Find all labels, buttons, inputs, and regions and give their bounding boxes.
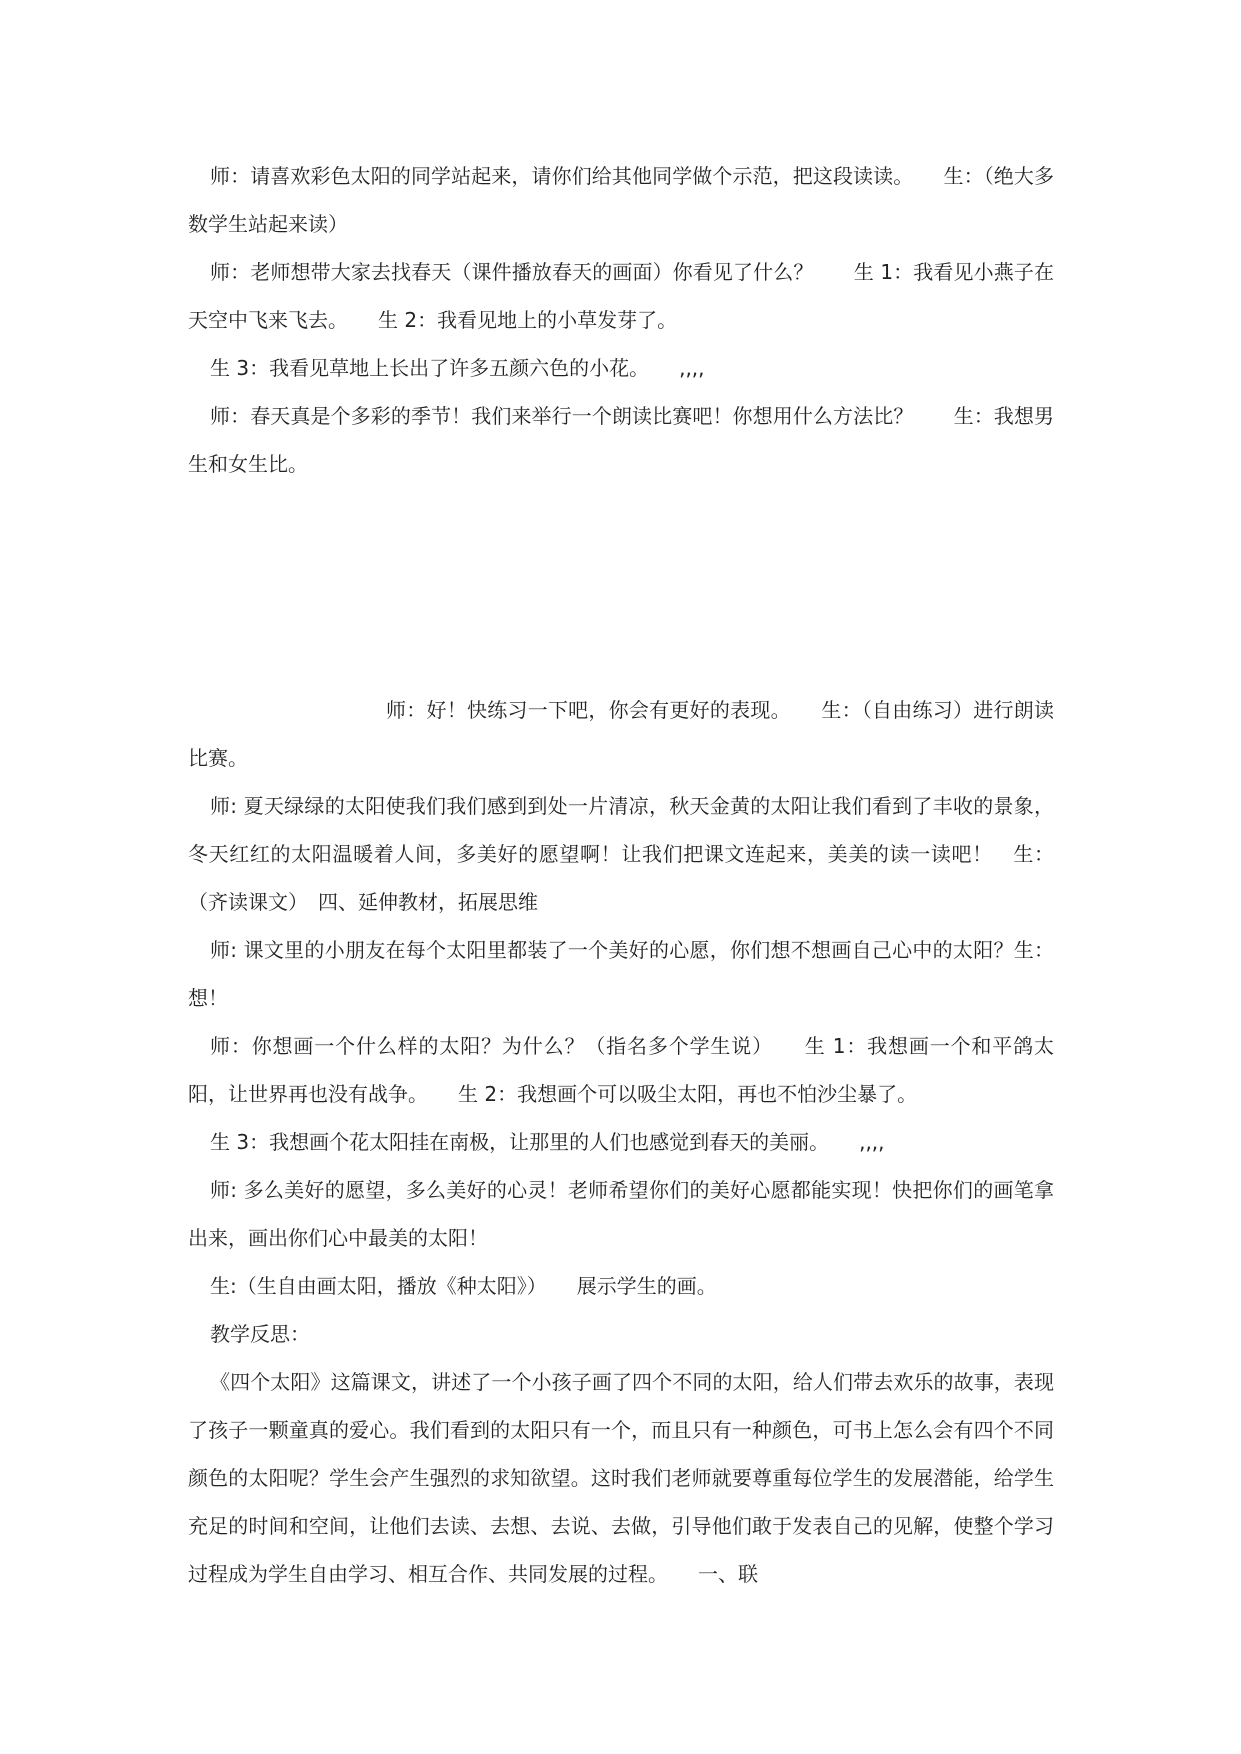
- paragraph-10: 师: 多么美好的愿望，多么美好的心灵！老师希望你们的美好心愿都能实现！快把你们的画笔拿出来，画出你们心中最美的太阳！: [188, 1178, 1054, 1250]
- paragraph-12: 《四个太阳》这篇课文，讲述了一个小孩子画了四个不同的太阳，给人们带去欢乐的故事，表现了孩子一颗童真的爱心。我们看到的太阳只有一个，而且只有一种颜色，可书上怎么会有四个不同颜色的太阳呢？学生会产生强烈的求知欲望。这时我们老师就要尊重每位学生的发展潜能，给学生充足的时间和空间，让他们去读、去想、去说、去做，引导他们敢于发表自己的见解，使整个学习过程成为学生自由学习、相互合作、共同发展的过程。 一、联: [188, 1370, 1054, 1586]
- paragraph-7: 师: 课文里的小朋友在每个太阳里都装了一个美好的心愿，你们想不想画自己心中的太阳？生：想！: [188, 938, 1054, 1010]
- paragraph-3: 生 3：我看见草地上长出了许多五颜六色的小花。 ,,,,: [210, 356, 705, 380]
- paragraph-8: 师：你想画一个什么样的太阳？为什么？（指名多个学生说） 生 1：我想画一个和平鸽太阳，让世界再也没有战争。 生 2：我想画个可以吸尘太阳，再也不怕沙尘暴了。: [188, 1034, 1054, 1106]
- paragraph-11: 生:（生自由画太阳，播放《种太阳》） 展示学生的画。: [210, 1274, 717, 1298]
- paragraph-1: 师：请喜欢彩色太阳的同学站起来，请你们给其他同学做个示范，把这段读读。 生：（绝大多数学生站起来读）: [188, 164, 1054, 236]
- paragraph-2: 师：老师想带大家去找春天（课件播放春天的画面）你看见了什么？ 生 1：我看见小燕子在天空中飞来飞去。 生 2：我看见地上的小草发芽了。: [188, 260, 1054, 332]
- section-heading: 教学反思：: [210, 1322, 310, 1346]
- paragraph-6: 师: 夏天绿绿的太阳使我们我们感到到处一片清凉，秋天金黄的太阳让我们看到了丰收的景象，冬天红红的太阳温暖着人间，多美好的愿望啊！让我们把课文连起来，美美的读一读吧！ 生：（齐读课文） 四、延伸教材，拓展思维: [188, 794, 1054, 914]
- paragraph-5: 师：好！快练习一下吧，你会有更好的表现。 生：（自由练习）进行朗读比赛。: [188, 698, 1054, 770]
- paragraph-4: 师：春天真是个多彩的季节！我们来举行一个朗读比赛吧！你想用什么方法比？ 生：我想男生和女生比。: [188, 404, 1054, 476]
- paragraph-9: 生 3：我想画个花太阳挂在南极，让那里的人们也感觉到春天的美丽。 ,,,,: [210, 1130, 885, 1154]
